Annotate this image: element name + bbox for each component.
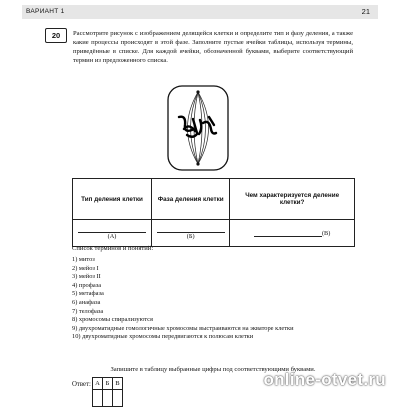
page-number: 21 — [361, 7, 370, 16]
term-item: 10) двухроматидные хромосомы передвигаются к полюсам клетки — [72, 333, 254, 341]
cell-division-figure — [165, 83, 231, 173]
answer-box-c[interactable] — [113, 390, 123, 407]
term-item: 6) анафаза — [72, 298, 101, 306]
header-division-phase: Фаза деления клетки — [152, 179, 230, 220]
centriole-bottom — [196, 162, 199, 165]
term-item: 2) мейоз I — [72, 264, 99, 272]
page-header — [0, 0, 400, 22]
answer-table — [72, 178, 355, 247]
answer-input-row — [93, 390, 123, 407]
table-answer-row — [73, 220, 355, 247]
cell-b[interactable] — [152, 220, 230, 247]
cell-c[interactable] — [230, 220, 355, 247]
term-item: 3) мейоз II — [72, 273, 101, 281]
question-text: Рассмотрите рисунок с изображением делящейся клетки и определите тип и фазу деления, а также какие процессы происходят в этой фазе. Заполните пустые ячейки таблицы, используя термины, приведённые в списке. Для каждой ячейки, обозначенной буквами, выберите соответствующий термин из предложенного списка. — [73, 30, 353, 65]
blank-line-b — [157, 226, 225, 233]
question-number: 20 — [45, 28, 67, 43]
term-item: 1) митоз — [72, 256, 95, 263]
centriole-top — [196, 90, 199, 93]
blank-line-a — [78, 226, 146, 233]
term-item: 9) двухроматидные гомологичные хромосомы выстраиваются на экваторе клетки — [72, 324, 294, 332]
letter-c: В — [113, 378, 123, 390]
term-item: 8) хромосомы спирализуются — [72, 316, 153, 324]
cell-outline — [168, 86, 228, 170]
term-item: 5) метафаза — [72, 290, 104, 298]
term-item: 7) телофаза — [72, 307, 104, 315]
blank-line-c — [254, 230, 322, 237]
cell-a-label: (А) — [107, 233, 117, 240]
cell-b-label: (Б) — [186, 233, 195, 240]
answer-letters-row — [93, 378, 123, 390]
cell-c-label: (В) — [321, 229, 331, 237]
answer-box-b[interactable] — [103, 390, 113, 407]
header-characteristic: Чем характеризуется деление клетки? — [230, 179, 355, 220]
terms-title: Список терминов и понятий: — [72, 245, 154, 252]
table-header-row — [73, 179, 355, 220]
header-division-type: Тип деления клетки — [73, 179, 152, 220]
answer-label: Ответ: — [72, 381, 91, 388]
answer-box-a[interactable] — [93, 390, 103, 407]
instruction-text: Запишите в таблицу выбранные цифры под соответствующими буквами. — [110, 366, 316, 373]
variant-label: ВАРИАНТ 1 — [26, 8, 65, 15]
chromosomes — [179, 117, 216, 137]
terms-list — [72, 256, 354, 342]
term-item: 4) профаза — [72, 281, 102, 289]
letter-a: А — [93, 378, 103, 390]
cell-a[interactable] — [73, 220, 152, 247]
letter-b: Б — [103, 378, 113, 390]
answer-grid — [92, 377, 123, 407]
header-bar — [22, 5, 378, 19]
watermark: online-otvet.ru — [263, 370, 386, 389]
